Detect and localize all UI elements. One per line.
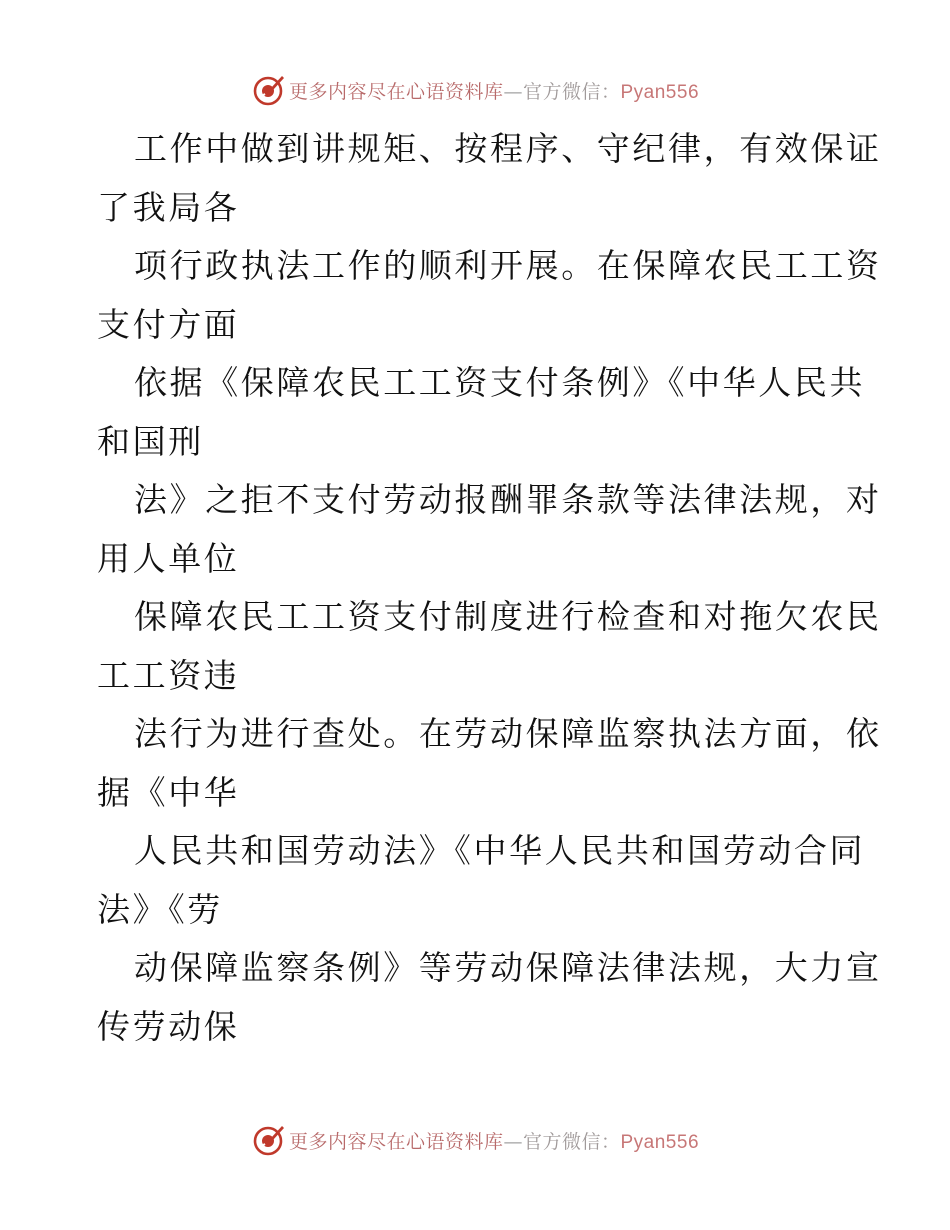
text-line: 传劳动保 <box>97 1006 240 1046</box>
banner-main-text: 更多内容尽在心语资料库 <box>288 80 504 103</box>
text-line: 动保障监察条例》等劳动保障法律法规，大力宣 <box>134 948 882 987</box>
banner-wechat-label: 官方微信： <box>522 80 621 103</box>
banner-text <box>289 1127 699 1154</box>
pen-logo-icon <box>251 73 285 107</box>
text-line: 保障农民工工资支付制度进行检查和对拖欠农民 <box>134 597 882 636</box>
pen-logo-icon <box>251 1123 285 1157</box>
header-banner <box>0 70 950 110</box>
text-line: 了我局各 <box>97 187 240 227</box>
banner-main-text: 更多内容尽在心语资料库 <box>288 1130 504 1153</box>
banner-dash: — <box>503 1130 523 1153</box>
text-line: 用人单位 <box>97 538 240 578</box>
text-line: 据《中华 <box>97 772 240 812</box>
banner-wechat-label: 官方微信： <box>522 1130 621 1153</box>
banner-wechat-handle: Pyan556 <box>620 81 700 103</box>
banner-wechat-handle: Pyan556 <box>620 1131 700 1153</box>
text-line: 项行政执法工作的顺利开展。在保障农民工工资 <box>134 246 882 285</box>
text-line: 依据《保障农民工工资支付条例》《中华人民共 <box>134 363 866 402</box>
text-line: 法行为进行查处。在劳动保障监察执法方面，依 <box>134 714 882 753</box>
text-line: 和国刑 <box>97 421 204 461</box>
banner-dash: — <box>503 80 523 103</box>
document-body <box>97 120 882 1056</box>
text-line: 支付方面 <box>97 304 240 344</box>
text-line: 工工资违 <box>97 655 240 695</box>
banner-text <box>289 77 699 104</box>
footer-banner <box>0 1120 950 1160</box>
text-line: 法》之拒不支付劳动报酬罪条款等法律法规，对 <box>134 480 882 519</box>
text-line: 工作中做到讲规矩、按程序、守纪律，有效保证 <box>134 129 882 168</box>
text-line: 人民共和国劳动法》《中华人民共和国劳动合同 <box>134 831 866 870</box>
text-line: 法》《劳 <box>97 889 223 929</box>
